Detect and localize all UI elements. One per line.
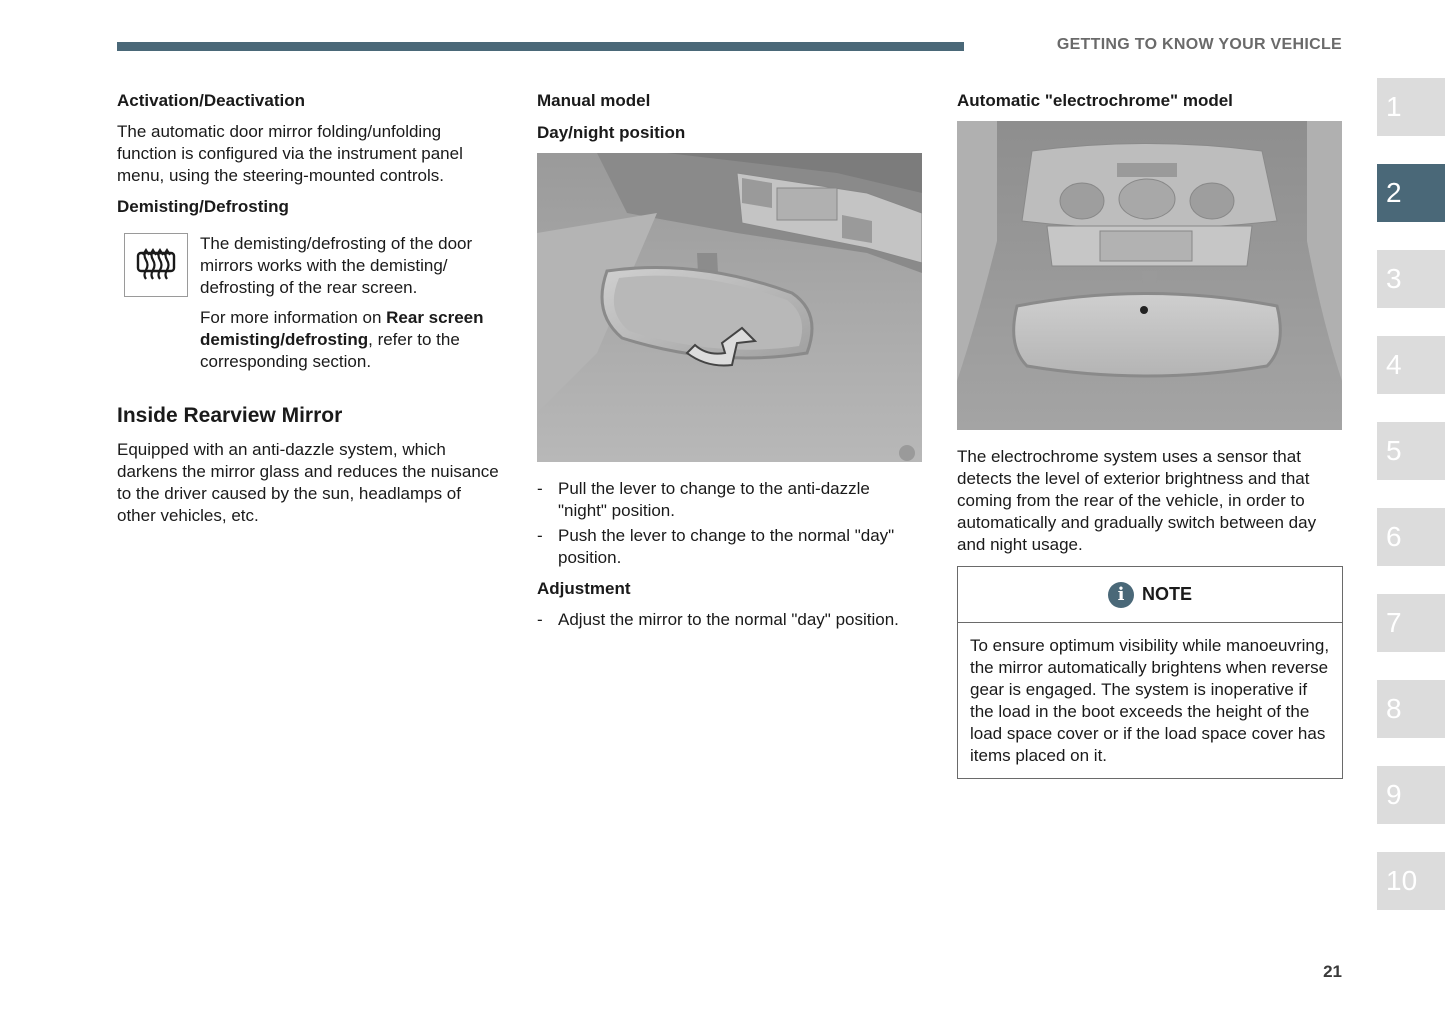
- column-right: [957, 89, 1342, 779]
- more-info-prefix: For more information on: [200, 308, 387, 327]
- chapter-tab-10[interactable]: 10: [1377, 852, 1445, 910]
- chapter-tab-7[interactable]: 7: [1377, 594, 1445, 652]
- day-night-list: [537, 478, 922, 569]
- column-left: [117, 89, 502, 535]
- electrochrome-mirror-illustration: [957, 121, 1342, 430]
- list-item: - Push the lever to change to the normal "day" position.: [537, 525, 922, 569]
- demisting-block: [117, 233, 502, 381]
- section-title: GETTING TO KNOW YOUR VEHICLE: [1056, 36, 1342, 53]
- mirror-text: Equipped with an anti-dazzle system, which darkens the mirror glass and reduces the nuisance to the driver caused by the sun, headlamps of other vehicles, etc.: [117, 440, 499, 525]
- adjustment-heading: Adjustment: [537, 579, 631, 598]
- chapter-tab-5[interactable]: 5: [1377, 422, 1445, 480]
- list-item: - Adjust the mirror to the normal "day" position.: [537, 609, 922, 631]
- chapter-tab-2[interactable]: 2: [1377, 164, 1445, 222]
- chapter-tab-3[interactable]: 3: [1377, 250, 1445, 308]
- activation-text: The automatic door mirror folding/unfolding function is configured via the instrument panel menu, using the steering-mounted controls.: [117, 122, 463, 185]
- page-number: 21: [1323, 962, 1342, 981]
- adjustment-list: [537, 609, 922, 631]
- activation-heading: Activation/Deactivation: [117, 91, 305, 110]
- electrochrome-text: The electrochrome system uses a sensor that detects the level of exterior brightness and that coming from the rear of the vehicle, in order to automatically and gradually switch between day and night usage.: [957, 447, 1317, 554]
- list-item: - Pull the lever to change to the anti-dazzle "night" position.: [537, 478, 922, 522]
- note-header: [958, 567, 1342, 623]
- manual-model-heading: Manual model: [537, 91, 651, 110]
- rear-screen-demisting-link[interactable]: Rear screen demisting/defrosting: [200, 308, 484, 349]
- chapter-tab-6[interactable]: 6: [1377, 508, 1445, 566]
- chapter-tab-8[interactable]: 8: [1377, 680, 1445, 738]
- auto-model-heading: Automatic "electrochrome" model: [957, 91, 1233, 110]
- demisting-heading: Demisting/Defrosting: [117, 197, 289, 216]
- more-info-text: [200, 307, 502, 373]
- chapter-tab-1[interactable]: 1: [1377, 78, 1445, 136]
- info-icon: i: [1108, 582, 1134, 608]
- chapter-tab-9[interactable]: 9: [1377, 766, 1445, 824]
- note-text: To ensure optimum visibility while manoeuvring, the mirror automatically brightens when reverse gear is engaged. The system is inoperative if the load in the boot exceeds the height of the load space cover or if the load space cover has items placed on it.: [970, 636, 1330, 765]
- day-night-heading: Day/night position: [537, 123, 686, 142]
- rear-defrost-icon: [124, 233, 188, 297]
- mirror-heading: Inside Rearview Mirror: [117, 404, 343, 427]
- column-middle: [537, 89, 922, 639]
- note-box: [957, 566, 1343, 779]
- manual-mirror-illustration: [537, 153, 922, 462]
- note-title: NOTE: [1141, 584, 1192, 604]
- more-info-suffix: , refer to the corresponding section.: [200, 330, 460, 371]
- chapter-tab-4[interactable]: 4: [1377, 336, 1445, 394]
- header-rule: [117, 42, 964, 51]
- demisting-text: The demisting/defrosting of the door mirrors works with the demisting/ defrosting of the rear screen.: [200, 234, 473, 297]
